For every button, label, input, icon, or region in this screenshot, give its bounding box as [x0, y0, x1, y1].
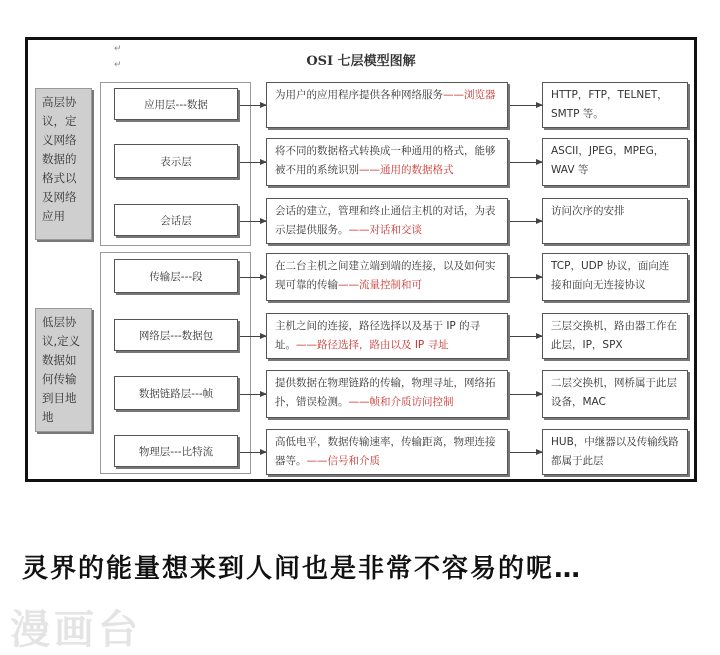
examples-text: HUB，中继器以及传输线路都属于此层	[551, 436, 679, 467]
arrow-icon	[240, 162, 266, 163]
paragraph-mark: ↵	[114, 60, 122, 70]
description-highlight: ——信号和介质	[306, 455, 380, 467]
osi-layer-name: 数据链路层---帧	[138, 387, 214, 400]
description-text: 主机之间的连接，路径选择以及基于 IP 的寻址。	[275, 320, 481, 351]
arrow-icon	[510, 452, 542, 453]
examples-text: HTTP，FTP，TELNET，SMTP 等。	[551, 89, 668, 120]
arrow-icon	[240, 105, 266, 106]
osi-layer-box	[114, 144, 238, 178]
osi-layer-description	[266, 313, 508, 359]
arrow-icon	[510, 162, 542, 163]
description-highlight: ——浏览器	[443, 89, 496, 101]
description-text: 为用户的应用程序提供各种网络服务	[275, 89, 443, 101]
osi-layer-description	[266, 198, 508, 244]
osi-layer-name: 表示层	[160, 155, 192, 168]
osi-layer-description	[266, 138, 508, 186]
description-text: 将不同的数据格式转换成一种通用的格式，能够被不用的系统识别	[275, 145, 496, 176]
osi-layer-name: 会话层	[160, 214, 192, 227]
diagram-title: OSI 七层模型图解	[306, 54, 416, 69]
arrow-icon	[240, 452, 266, 453]
arrow-icon	[510, 221, 542, 222]
osi-layer-box	[114, 435, 238, 467]
description-text: 高低电平，数据传输速率，传输距离，物理连接器等。	[275, 436, 496, 467]
watermark-logo: 漫画台	[10, 607, 142, 653]
osi-layer-examples	[542, 253, 688, 301]
osi-layer-box	[114, 88, 238, 120]
arrow-icon	[240, 394, 266, 395]
osi-layer-box	[114, 259, 238, 293]
description-text: 会话的建立，管理和终止通信主机的对话，为表示层提供服务。	[275, 205, 496, 236]
osi-layer-name: 应用层---数据	[144, 98, 208, 111]
osi-layer-examples	[542, 313, 688, 359]
osi-layer-name: 传输层---段	[149, 270, 203, 283]
description-highlight: ——路径选择，路由以及 IP 寻址	[296, 339, 449, 351]
description-text: 在二台主机之间建立端到端的连接，以及如何实现可靠的传输	[275, 260, 496, 291]
osi-diagram-frame	[25, 37, 697, 482]
paragraph-mark: ↵	[114, 44, 122, 54]
examples-text: 访问次序的安排	[551, 205, 625, 217]
osi-layer-description	[266, 82, 508, 128]
examples-text: 三层交换机，路由器工作在此层，IP，SPX	[551, 320, 677, 351]
osi-layer-examples	[542, 82, 688, 128]
arrow-icon	[510, 394, 542, 395]
osi-layer-name: 物理层---比特流	[138, 445, 214, 458]
arrow-icon	[510, 105, 542, 106]
low-layer-group-label: 低层协议,定义数据如何传输到目地地	[35, 308, 92, 432]
osi-layer-examples	[542, 429, 688, 475]
osi-layer-examples	[542, 138, 688, 186]
examples-text: TCP，UDP 协议，面向连接和面向无连接协议	[551, 260, 670, 291]
arrow-icon	[510, 336, 542, 337]
comic-caption: 灵界的能量想来到人间也是非常不容易的呢…	[22, 554, 583, 584]
description-highlight: ——帧和介质访问控制	[348, 396, 454, 408]
osi-layer-name: 网络层---数据包	[138, 329, 214, 342]
arrow-icon	[240, 336, 266, 337]
description-highlight: ——对话和交谈	[348, 224, 422, 236]
arrow-icon	[510, 277, 542, 278]
osi-layer-description	[266, 253, 508, 301]
arrow-icon	[240, 221, 266, 222]
osi-layer-description	[266, 429, 508, 475]
osi-layer-examples	[542, 198, 688, 244]
description-highlight: ——通用的数据格式	[359, 164, 454, 176]
osi-layer-examples	[542, 370, 688, 418]
description-text: 提供数据在物理链路的传输，物理寻址，网络拓扑，错误检测。	[275, 377, 496, 408]
osi-layer-description	[266, 370, 508, 418]
examples-text: ASCII，JPEG，MPEG，WAV 等	[551, 145, 665, 176]
examples-text: 二层交换机，网桥属于此层设备，MAC	[551, 377, 677, 408]
osi-layer-box	[114, 319, 238, 351]
osi-layer-box	[114, 376, 238, 410]
osi-layer-box	[114, 204, 238, 236]
arrow-icon	[240, 277, 266, 278]
high-layer-group-label: 高层协议，定义网络数据的格式以及网络应用	[35, 88, 92, 240]
description-highlight: ——流量控制和可	[338, 279, 422, 291]
